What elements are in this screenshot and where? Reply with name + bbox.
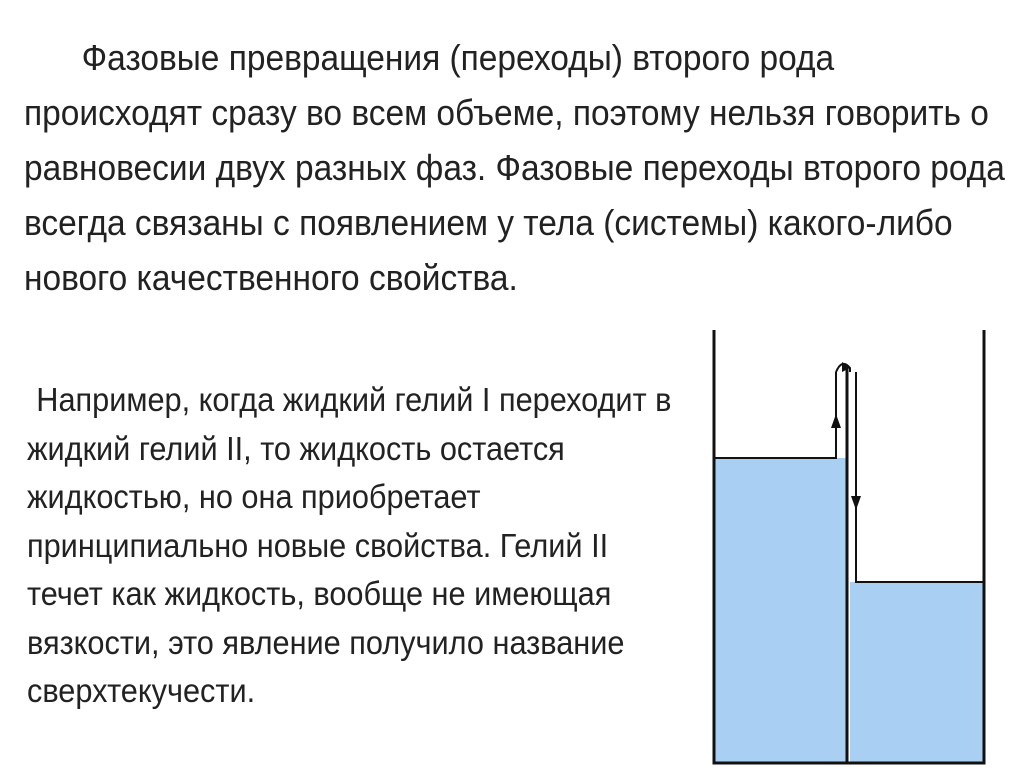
superfluid-vessel-diagram bbox=[690, 320, 1024, 767]
left-liquid bbox=[714, 458, 846, 763]
film-down-line bbox=[856, 372, 984, 582]
arrow-up-icon bbox=[831, 414, 841, 428]
film-up-line bbox=[714, 372, 836, 458]
example-paragraph: Например, когда жидкий гелий I переходит в жидкий гелий II, то жидкость остается жидкостью, но она приобретает принципиально новые свойства. Гелий II течет как жидкость, вообще не имеющая вязкости, это явление получило название сверхтекучести. bbox=[27, 381, 672, 709]
main-paragraph: Фазовые превращения (переходы) второго рода происходят сразу во всем объеме, поэтому нельзя говорить о равновесии двух разных фаз. Фазовые переходы второго рода всегда связаны с появлением у тела (системы) какого-либо нового качественного свойства. bbox=[24, 37, 1005, 298]
right-liquid bbox=[850, 582, 984, 763]
arrow-down-icon bbox=[851, 496, 861, 510]
